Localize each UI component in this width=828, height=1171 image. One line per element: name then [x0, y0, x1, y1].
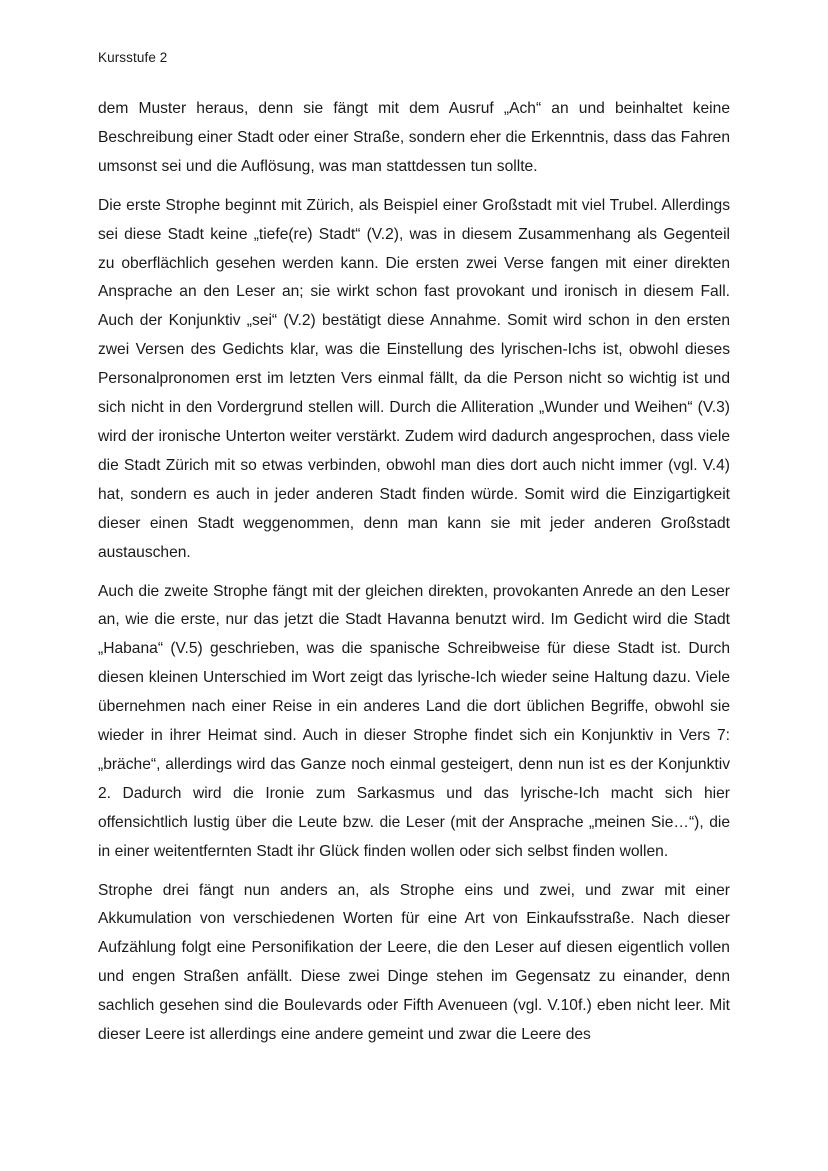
paragraph-2: Die erste Strophe beginnt mit Zürich, als Beispiel einer Großstadt mit viel Trubel. Allerdings sei diese Stadt keine „tiefe(re) Stadt“ (V.2), was in diesem Zusammenhang als Gegenteil zu oberflächlich gesehen werden kann. Die ersten zwei Verse fangen mit einer direkten Ansprache an den Leser an; sie wirkt schon fast provokant und ironisch in diesem Fall. Auch der Konjunktiv „sei“ (V.2) bestätigt diese Annahme. Somit wird schon in den ersten zwei Versen des Gedichts klar, was die Einstellung des lyrischen-Ichs ist, obwohl dieses Personalpronomen erst im letzten Vers einmal fällt, da die Person nicht so wichtig ist und sich nicht in den Vordergrund stellen will. Durch die Alliteration „Wunder und Weihen“ (V.3) wird der ironische Unterton weiter verstärkt. Zudem wird dadurch angesprochen, dass viele die Stadt Zürich mit so etwas verbinden, obwohl man dies dort auch nicht immer (vgl. V.4) hat, sondern es auch in jeder anderen Stadt finden würde. Somit wird die Einzigartigkeit dieser einen Stadt weggenommen, denn man kann sie mit jeder anderen Großstadt austauschen.: [98, 196, 730, 561]
page-header: Kursstufe 2: [98, 50, 168, 65]
paragraph-3: Auch die zweite Strophe fängt mit der gleichen direkten, provokanten Anrede an den Leser an, wie die erste, nur das jetzt die Stadt Havanna benutzt wird. Im Gedicht wird die Stadt „Habana“ (V.5) geschrieben, was die spanische Schreibweise für diese Stadt ist. Durch diesen kleinen Unterschied im Wort zeigt das lyrische-Ich wieder seine Haltung dazu. Viele übernehmen nach einer Reise in ein anderes Land die dort üblichen Begriffe, obwohl sie wieder in ihrer Heimat sind. Auch in dieser Strophe findet sich ein Konjunktiv in Vers 7: „bräche“, allerdings wird das Ganze noch einmal gesteigert, denn nun ist es der Konjunktiv 2. Dadurch wird die Ironie zum Sarkasmus und das lyrische-Ich macht sich hier offensichtlich lustig über die Leute bzw. die Leser (mit der Ansprache „meinen Sie…“), die in einer weitentfernten Stadt ihr Glück finden wollen oder sich selbst finden wollen.: [98, 582, 730, 860]
paragraph-4: Strophe drei fängt nun anders an, als Strophe eins und zwei, und zwar mit einer Akkumulation von verschiedenen Worten für eine Art von Einkaufsstraße. Nach dieser Aufzählung folgt eine Personifikation der Leere, die den Leser auf diesen eigentlich vollen und engen Straßen anfällt. Diese zwei Dinge stehen im Gegensatz zu einander, denn sachlich gesehen sind die Boulevards oder Fifth Avenueen (vgl. V.10f.) eben nicht leer. Mit dieser Leere ist allerdings eine andere gemeint und zwar die Leere des: [98, 881, 730, 1044]
document-body: [98, 95, 730, 1060]
paragraph-1: dem Muster heraus, denn sie fängt mit dem Ausruf „Ach“ an und beinhaltet keine Beschreibung einer Stadt oder einer Straße, sondern eher die Erkenntnis, dass das Fahren umsonst sei und die Auflösung, was man stattdessen tun sollte.: [98, 100, 730, 175]
